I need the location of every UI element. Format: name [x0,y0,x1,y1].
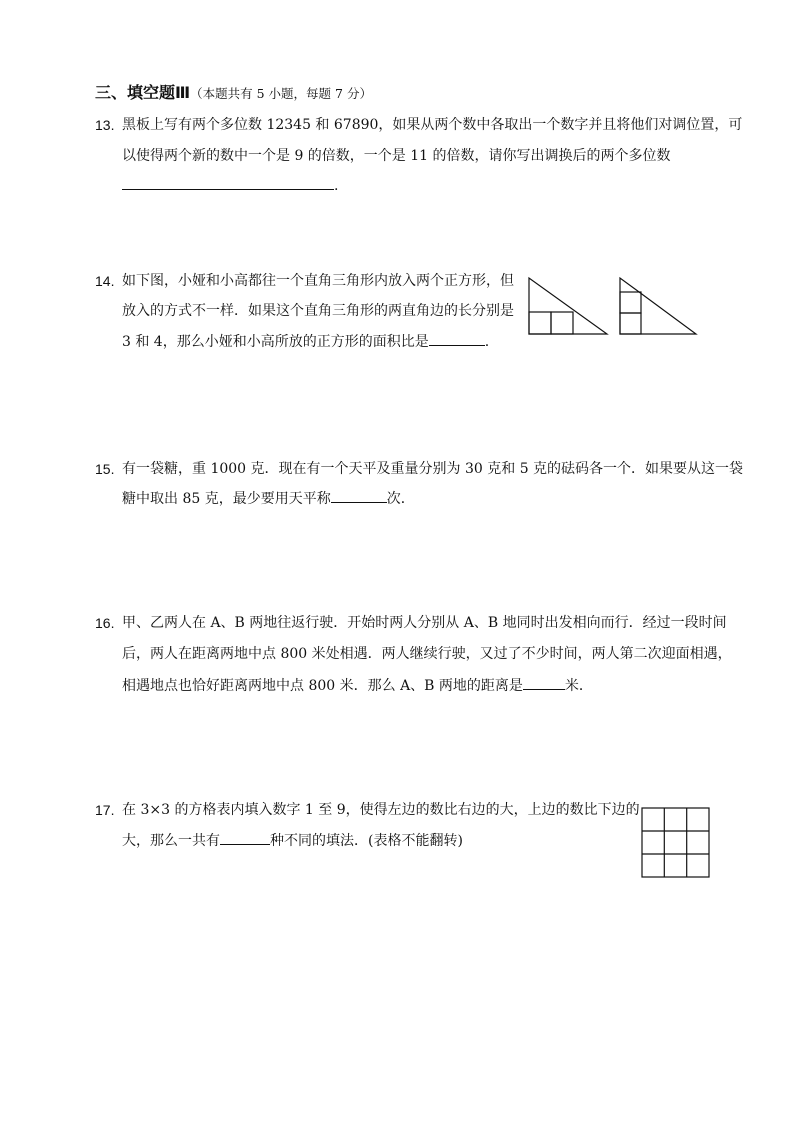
square-bottom [620,313,641,334]
q16-last-before: 相遇地点也恰好距离两地中点 800 米．那么 A、B 两地的距离是 [122,678,523,694]
triangle-shape [529,278,607,334]
q15-line-1: 有一袋糖，重 1000 克．现在有一个天平及重量分别为 30 克和 5 克的砝码各一个．如果要从这一袋 [122,461,744,477]
question-number-13: 13. [95,117,115,133]
square-top [620,292,641,313]
q16-answer-blank[interactable] [523,677,565,690]
question-number-15: 15. [95,461,115,477]
q17-last-after: 种不同的填法．(表格不能翻转) [270,833,463,849]
q14-figure-xiaogao [616,274,700,338]
q15-last-after: 次． [386,491,415,507]
q13-answer-line [122,177,338,195]
q16-line-3 [122,677,593,695]
q16-last-after: 米． [564,678,593,694]
q14-line-1: 如下图，小娅和小高都往一个直角三角形内放入两个正方形，但 [122,273,514,289]
q14-answer-blank[interactable] [429,333,485,346]
q13-after-blank: . [334,178,339,194]
section-title: 三、填空题Ⅲ [95,83,191,102]
question-number-14: 14. [95,273,115,289]
section-note: （本题共有 5 小题，每题 7 分） [190,86,372,101]
grid-border [642,808,709,877]
section-heading [95,80,372,103]
q14-last-before: 3 和 4，那么小娅和小高所放的正方形的面积比是 [122,334,429,350]
question-number-16: 16. [95,615,115,631]
q15-line-2 [122,490,415,508]
q15-last-before: 糖中取出 85 克，最少要用天平称 [122,491,331,507]
question-number-17: 17. [95,802,115,818]
q17-line-2 [122,832,463,850]
q13-line-1: 黑板上写有两个多位数 12345 和 67890，如果从两个数中各取出一个数字并且将他们对调位置，可 [122,117,743,133]
q13-answer-blank[interactable] [122,177,334,190]
q13-line-2: 以使得两个新的数中一个是 9 的倍数，一个是 11 的倍数，请你写出调换后的两个多位数 [122,148,671,164]
q14-last-after: . [484,334,490,350]
q17-line-1: 在 3×3 的方格表内填入数字 1 至 9，使得左边的数比右边的大，上边的数比下边的 [122,802,640,818]
square-left [529,312,551,334]
q17-answer-blank[interactable] [220,832,270,845]
q16-line-1: 甲、乙两人在 A、B 两地往返行驶．开始时两人分别从 A、B 地同时出发相向而行．经过一段时间 [122,615,727,631]
square-right [551,312,573,334]
q17-3x3-grid [640,806,712,880]
q17-last-before: 大，那么一共有 [122,833,220,849]
q15-answer-blank[interactable] [331,490,387,503]
q14-line-3 [122,333,489,351]
triangle-shape [620,278,696,334]
q14-line-2: 放入的方式不一样．如果这个直角三角形的两直角边的长分别是 [122,303,514,319]
q14-figure-xiaoya [525,272,611,338]
q16-line-2: 后，两人在距离两地中点 800 米处相遇．两人继续行驶，又过了不少时间，两人第二次迎面相遇， [122,646,732,662]
